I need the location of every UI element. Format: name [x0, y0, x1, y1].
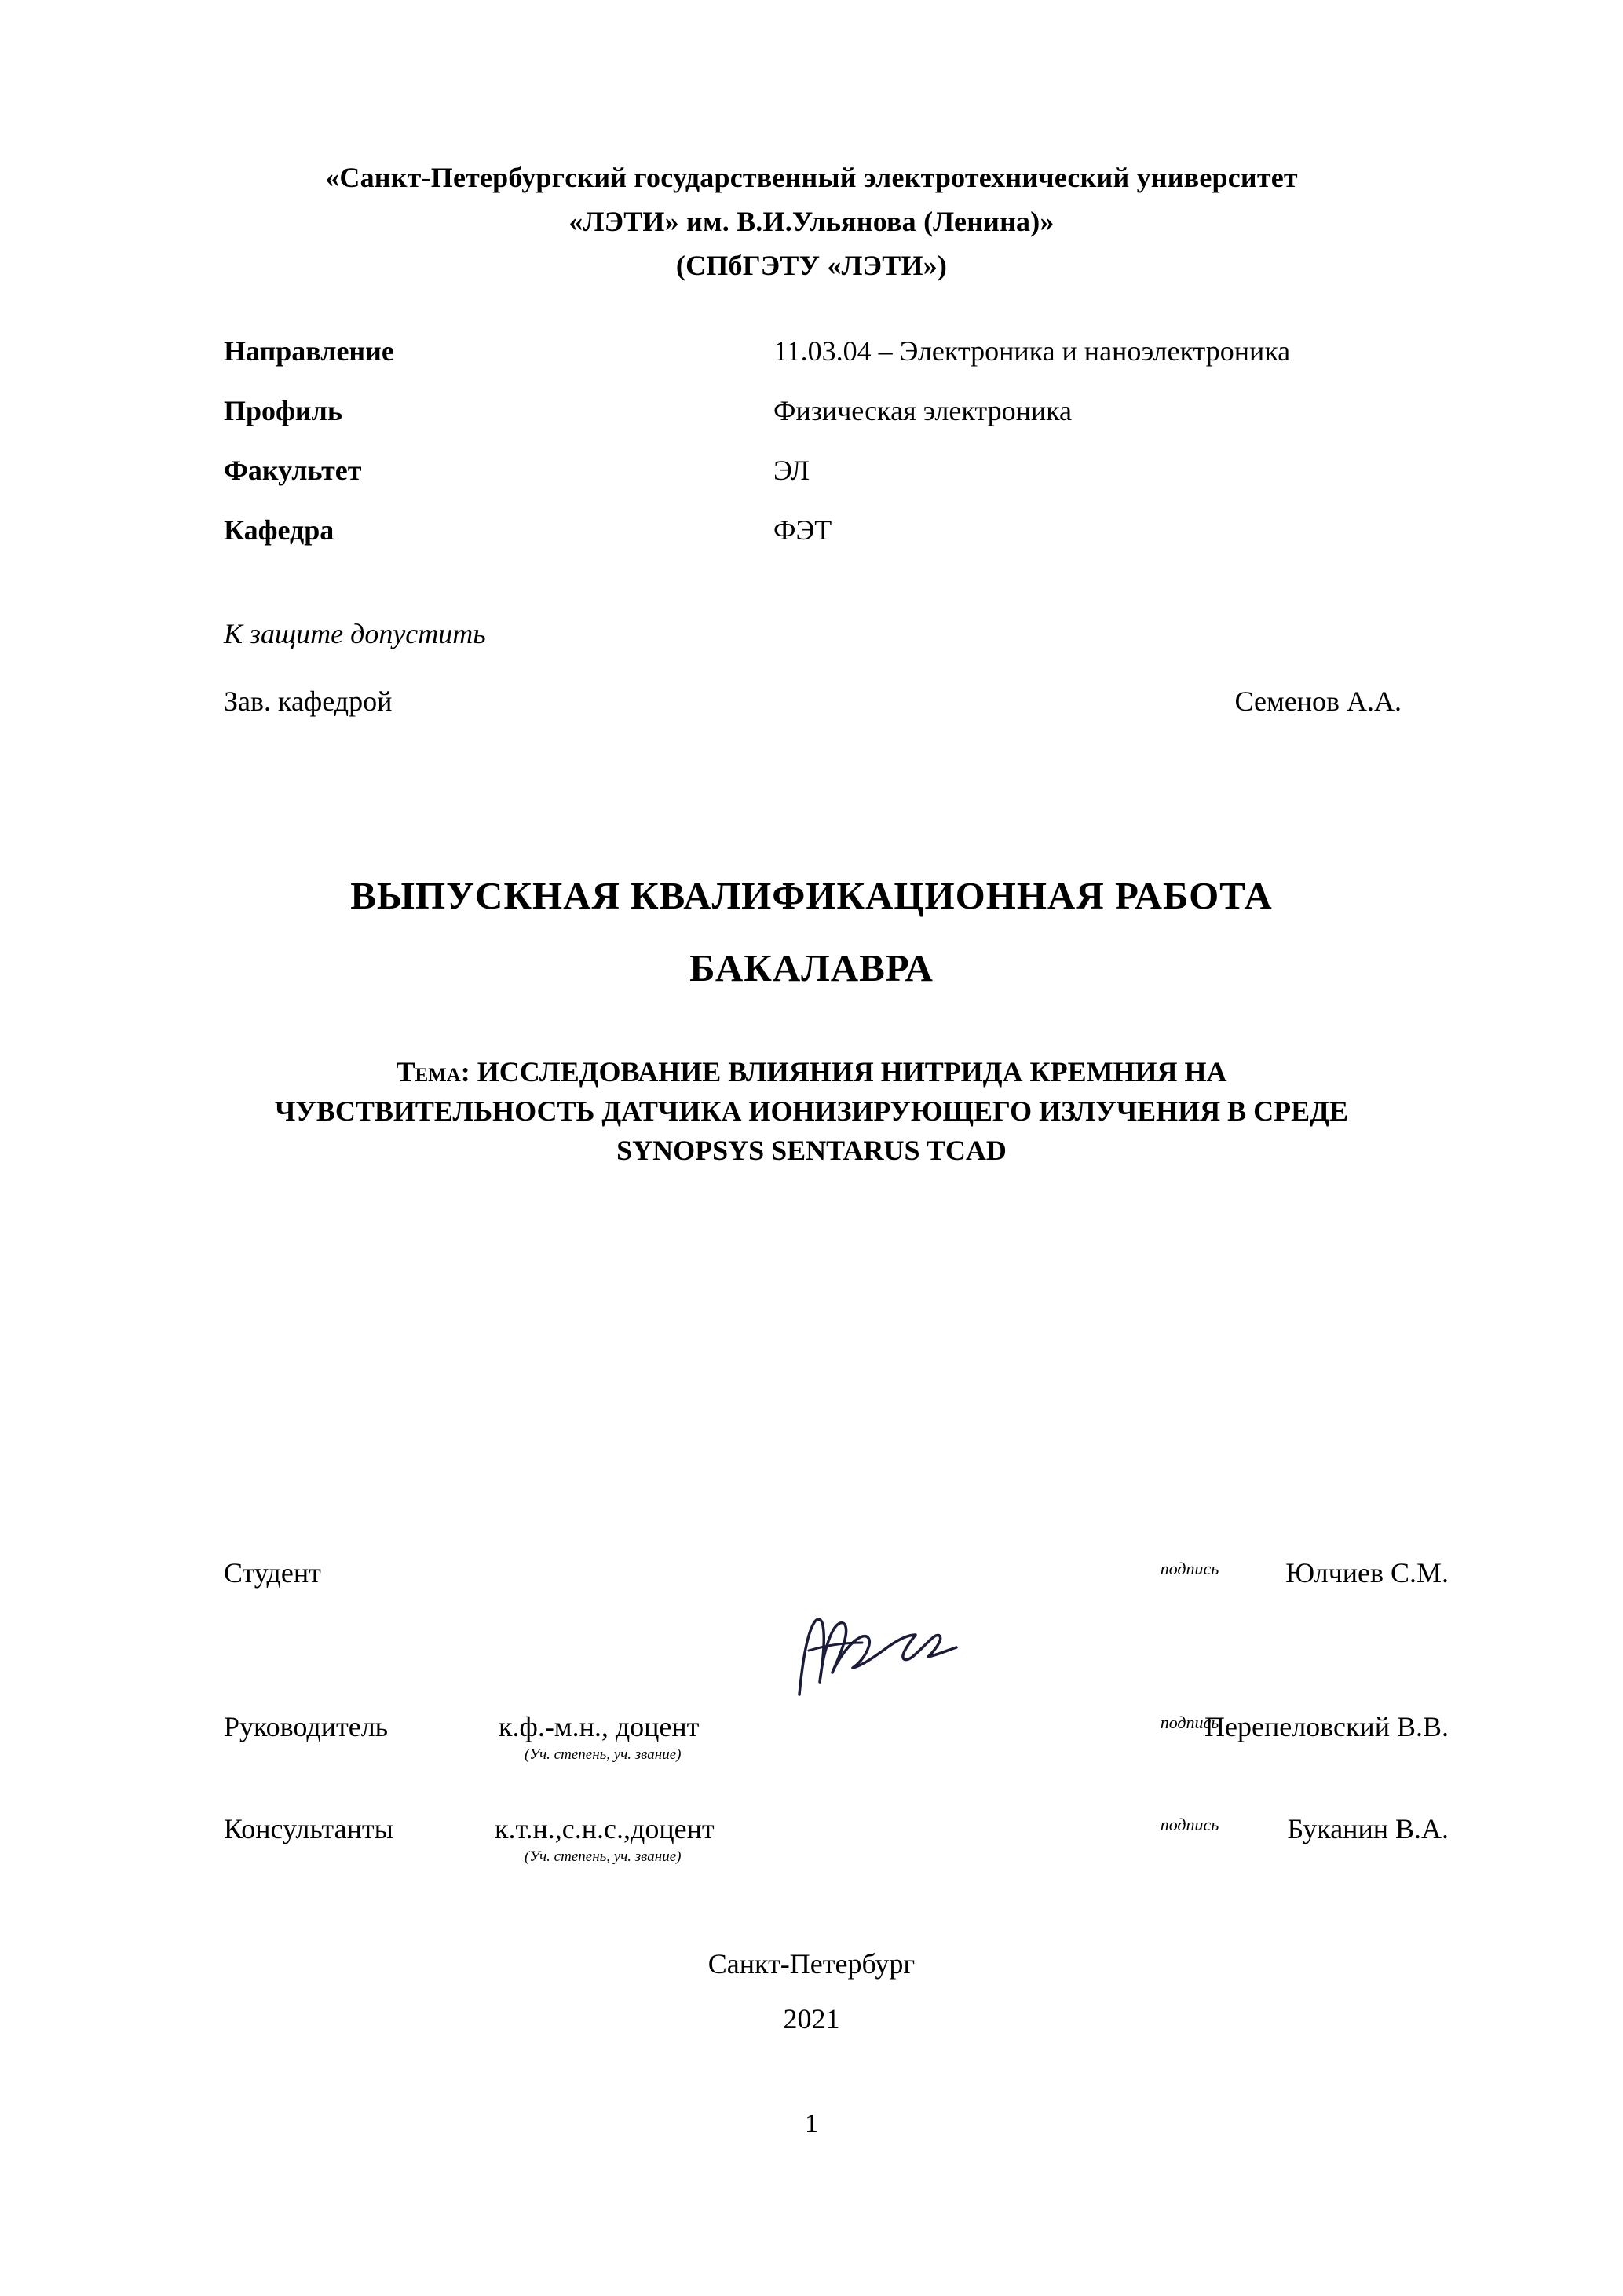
approval-role: Зав. кафедрой: [224, 686, 393, 717]
info-label-direction: Направление: [224, 335, 394, 367]
table-row: [224, 453, 1433, 513]
approval-row: [224, 685, 1402, 718]
table-row: [224, 393, 1433, 453]
university-line-2: «ЛЭТИ» им. В.И.Ульянова (Ленина)»: [568, 206, 1055, 237]
info-value-department: ФЭТ: [773, 514, 832, 546]
page-number: 1: [805, 2109, 818, 2138]
approval-note: К защите допустить: [224, 618, 486, 649]
signature-name-consultant: Буканин В.А.: [1287, 1813, 1449, 1844]
info-value-direction: 11.03.04 – Электроника и наноэлектроника: [773, 335, 1291, 367]
signature-role-student: Студент: [224, 1557, 321, 1589]
title-line-1: ВЫПУСКНАЯ КВАЛИФИКАЦИОННАЯ РАБОТА: [350, 874, 1273, 917]
title-line-2: БАКАЛАВРА: [689, 946, 934, 989]
theme-prefix: Тема:: [396, 1056, 470, 1088]
handwritten-signature-icon: [793, 1607, 1029, 1701]
signature-caption-consultant: подпись: [1160, 1815, 1219, 1834]
signature-degree-consultant: к.т.н.,с.н.с.,доцент: [495, 1813, 715, 1844]
info-label-profile: Профиль: [224, 395, 342, 426]
signature-degree-note-consultant: (Уч. степень, уч. звание): [525, 1848, 682, 1865]
theme-block: [259, 1052, 1364, 1170]
signature-name-supervisor: Перепеловский В.В.: [1204, 1711, 1449, 1742]
university-line-3: (СПбГЭТУ «ЛЭТИ»): [675, 250, 948, 281]
page-title: [0, 860, 1623, 1004]
university-line-1: «Санкт-Петербургский государственный электротехнический университет: [325, 162, 1298, 193]
year-label: 2021: [783, 2003, 840, 2035]
city-label: Санкт-Петербург: [707, 1948, 916, 1980]
theme-text: ИССЛЕДОВАНИЕ ВЛИЯНИЯ НИТРИДА КРЕМНИЯ НА ЧУВСТВИТЕЛЬНОСТЬ ДАТЧИКА ИОНИЗИРУЮЩЕГО ИЗЛУЧЕНИЯ В СРЕДЕ SYNOPSYS SENTARUS TCAD: [275, 1056, 1348, 1166]
signature-role-consultant: Консультанты: [224, 1813, 393, 1844]
signature-degree-supervisor: к.ф.-м.н., доцент: [499, 1711, 700, 1742]
signature-name-student: Юлчиев С.М.: [1285, 1557, 1449, 1589]
signature-role-supervisor: Руководитель: [224, 1711, 389, 1742]
info-label-department: Кафедра: [224, 514, 334, 546]
info-value-faculty: ЭЛ: [773, 455, 810, 486]
signature-degree-note-supervisor: (Уч. степень, уч. звание): [525, 1746, 682, 1763]
info-label-faculty: Факультет: [224, 455, 362, 486]
signature-caption-supervisor: подпись: [1160, 1713, 1219, 1732]
signature-caption-student: подпись: [1160, 1559, 1219, 1578]
table-row: [224, 334, 1433, 393]
info-value-profile: Физическая электроника: [773, 395, 1073, 426]
program-info-table: [224, 334, 1433, 572]
university-header: [0, 155, 1623, 287]
approval-name: Семенов А.А.: [1234, 686, 1402, 717]
table-row: [224, 513, 1433, 572]
